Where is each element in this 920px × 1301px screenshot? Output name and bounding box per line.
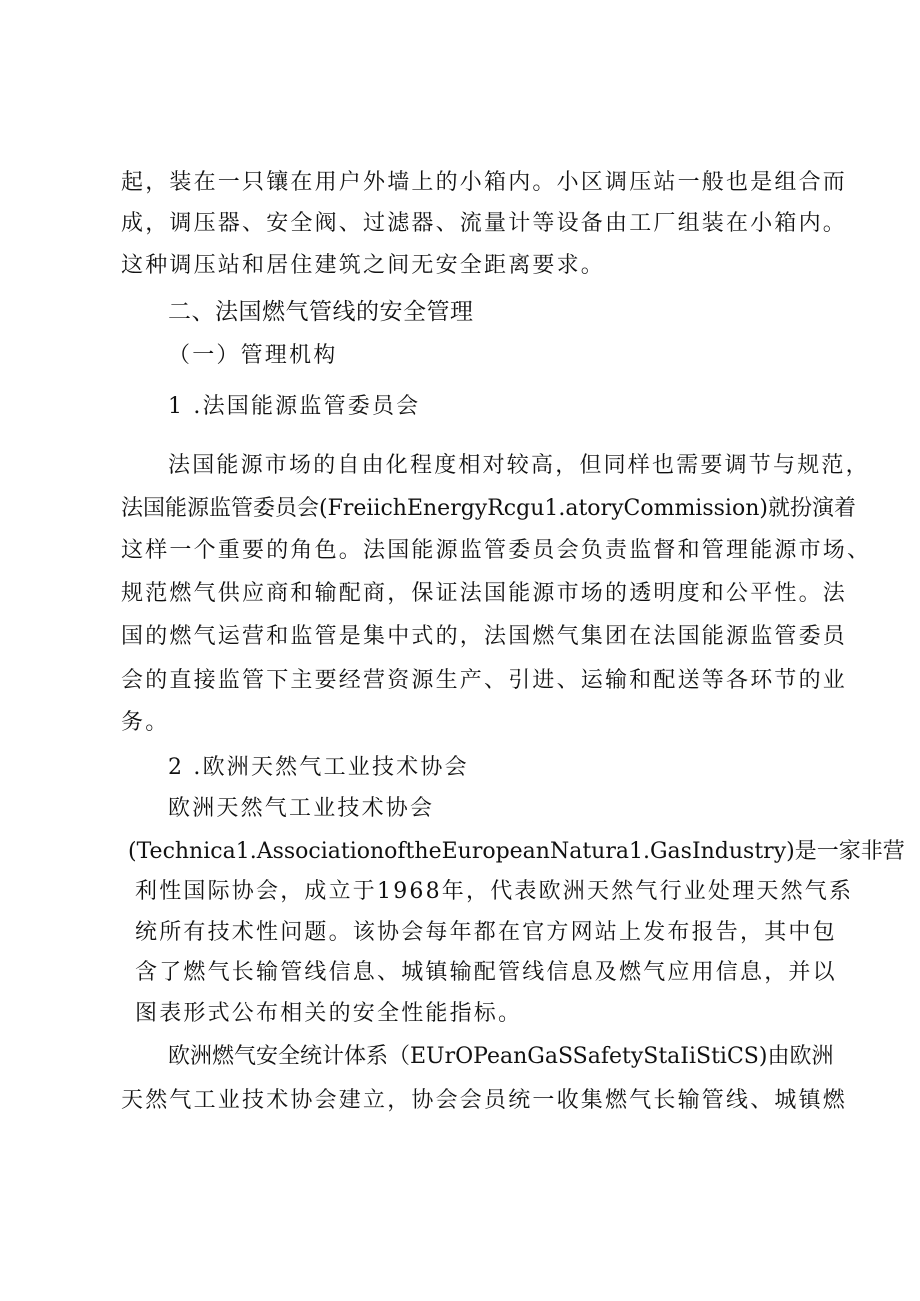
item-heading: 2 .欧洲天然气工业技术协会: [168, 755, 469, 780]
paragraph-line: 这种调压站和居住建筑之间无安全距离要求。: [121, 253, 606, 278]
paragraph-line: 欧洲天然气工业技术协会: [168, 796, 435, 821]
paragraph-line: 利性国际协会，成立于1968年，代表欧洲天然气行业处理天然气系: [135, 879, 854, 904]
paragraph-line: 法国能源监管委员会(FreiichEnergyRcgu1.atoryCommission)就扮演着: [121, 496, 856, 521]
paragraph-line: 规范燃气供应商和输配商，保证法国能源市场的透明度和公平性。法: [121, 581, 848, 606]
section-heading: 二、法国燃气管线的安全管理: [168, 299, 474, 325]
paragraph-line: 务。: [121, 710, 170, 735]
paragraph-line: 起，装在一只镶在用户外墙上的小箱内。小区调压站一般也是组合而: [121, 170, 848, 195]
paragraph-line: 会的直接监管下主要经营资源生产、引进、运输和配送等各环节的业: [121, 668, 848, 693]
paragraph-line: 天然气工业技术协会建立，协会会员统一收集燃气长输管线、城镇燃: [121, 1088, 848, 1113]
subsection-heading: （一）管理机构: [168, 343, 338, 368]
paragraph-line: (Technica1.AssociationoftheEuropeanNatura1.GasIndustry)是一家非营: [128, 839, 905, 864]
paragraph-line: 含了燃气长输管线信息、城镇输配管线信息及燃气应用信息，并以: [135, 960, 837, 985]
paragraph-line: 统所有技术性问题。该协会每年都在官方网站上发布报告，其中包: [135, 920, 837, 945]
paragraph-line: 成，调压器、安全阀、过滤器、流量计等设备由工厂组装在小箱内。: [121, 211, 848, 236]
paragraph-line: 国的燃气运营和监管是集中式的，法国燃气集团在法国能源监管委员: [121, 624, 848, 649]
paragraph-line: 图表形式公布相关的安全性能指标。: [135, 1001, 523, 1026]
paragraph-line: 这样一个重要的角色。法国能源监管委员会负责监督和管理能源市场、: [121, 538, 872, 563]
paragraph-line: 欧洲燃气安全统计体系（EUrOPeanGaSSafetyStaIiStiCS)由欧洲: [168, 1044, 834, 1069]
paragraph-line: 法国能源市场的自由化程度相对较高，但同样也需要调节与规范，: [168, 453, 870, 478]
item-heading: 1 .法国能源监管委员会: [168, 394, 421, 419]
